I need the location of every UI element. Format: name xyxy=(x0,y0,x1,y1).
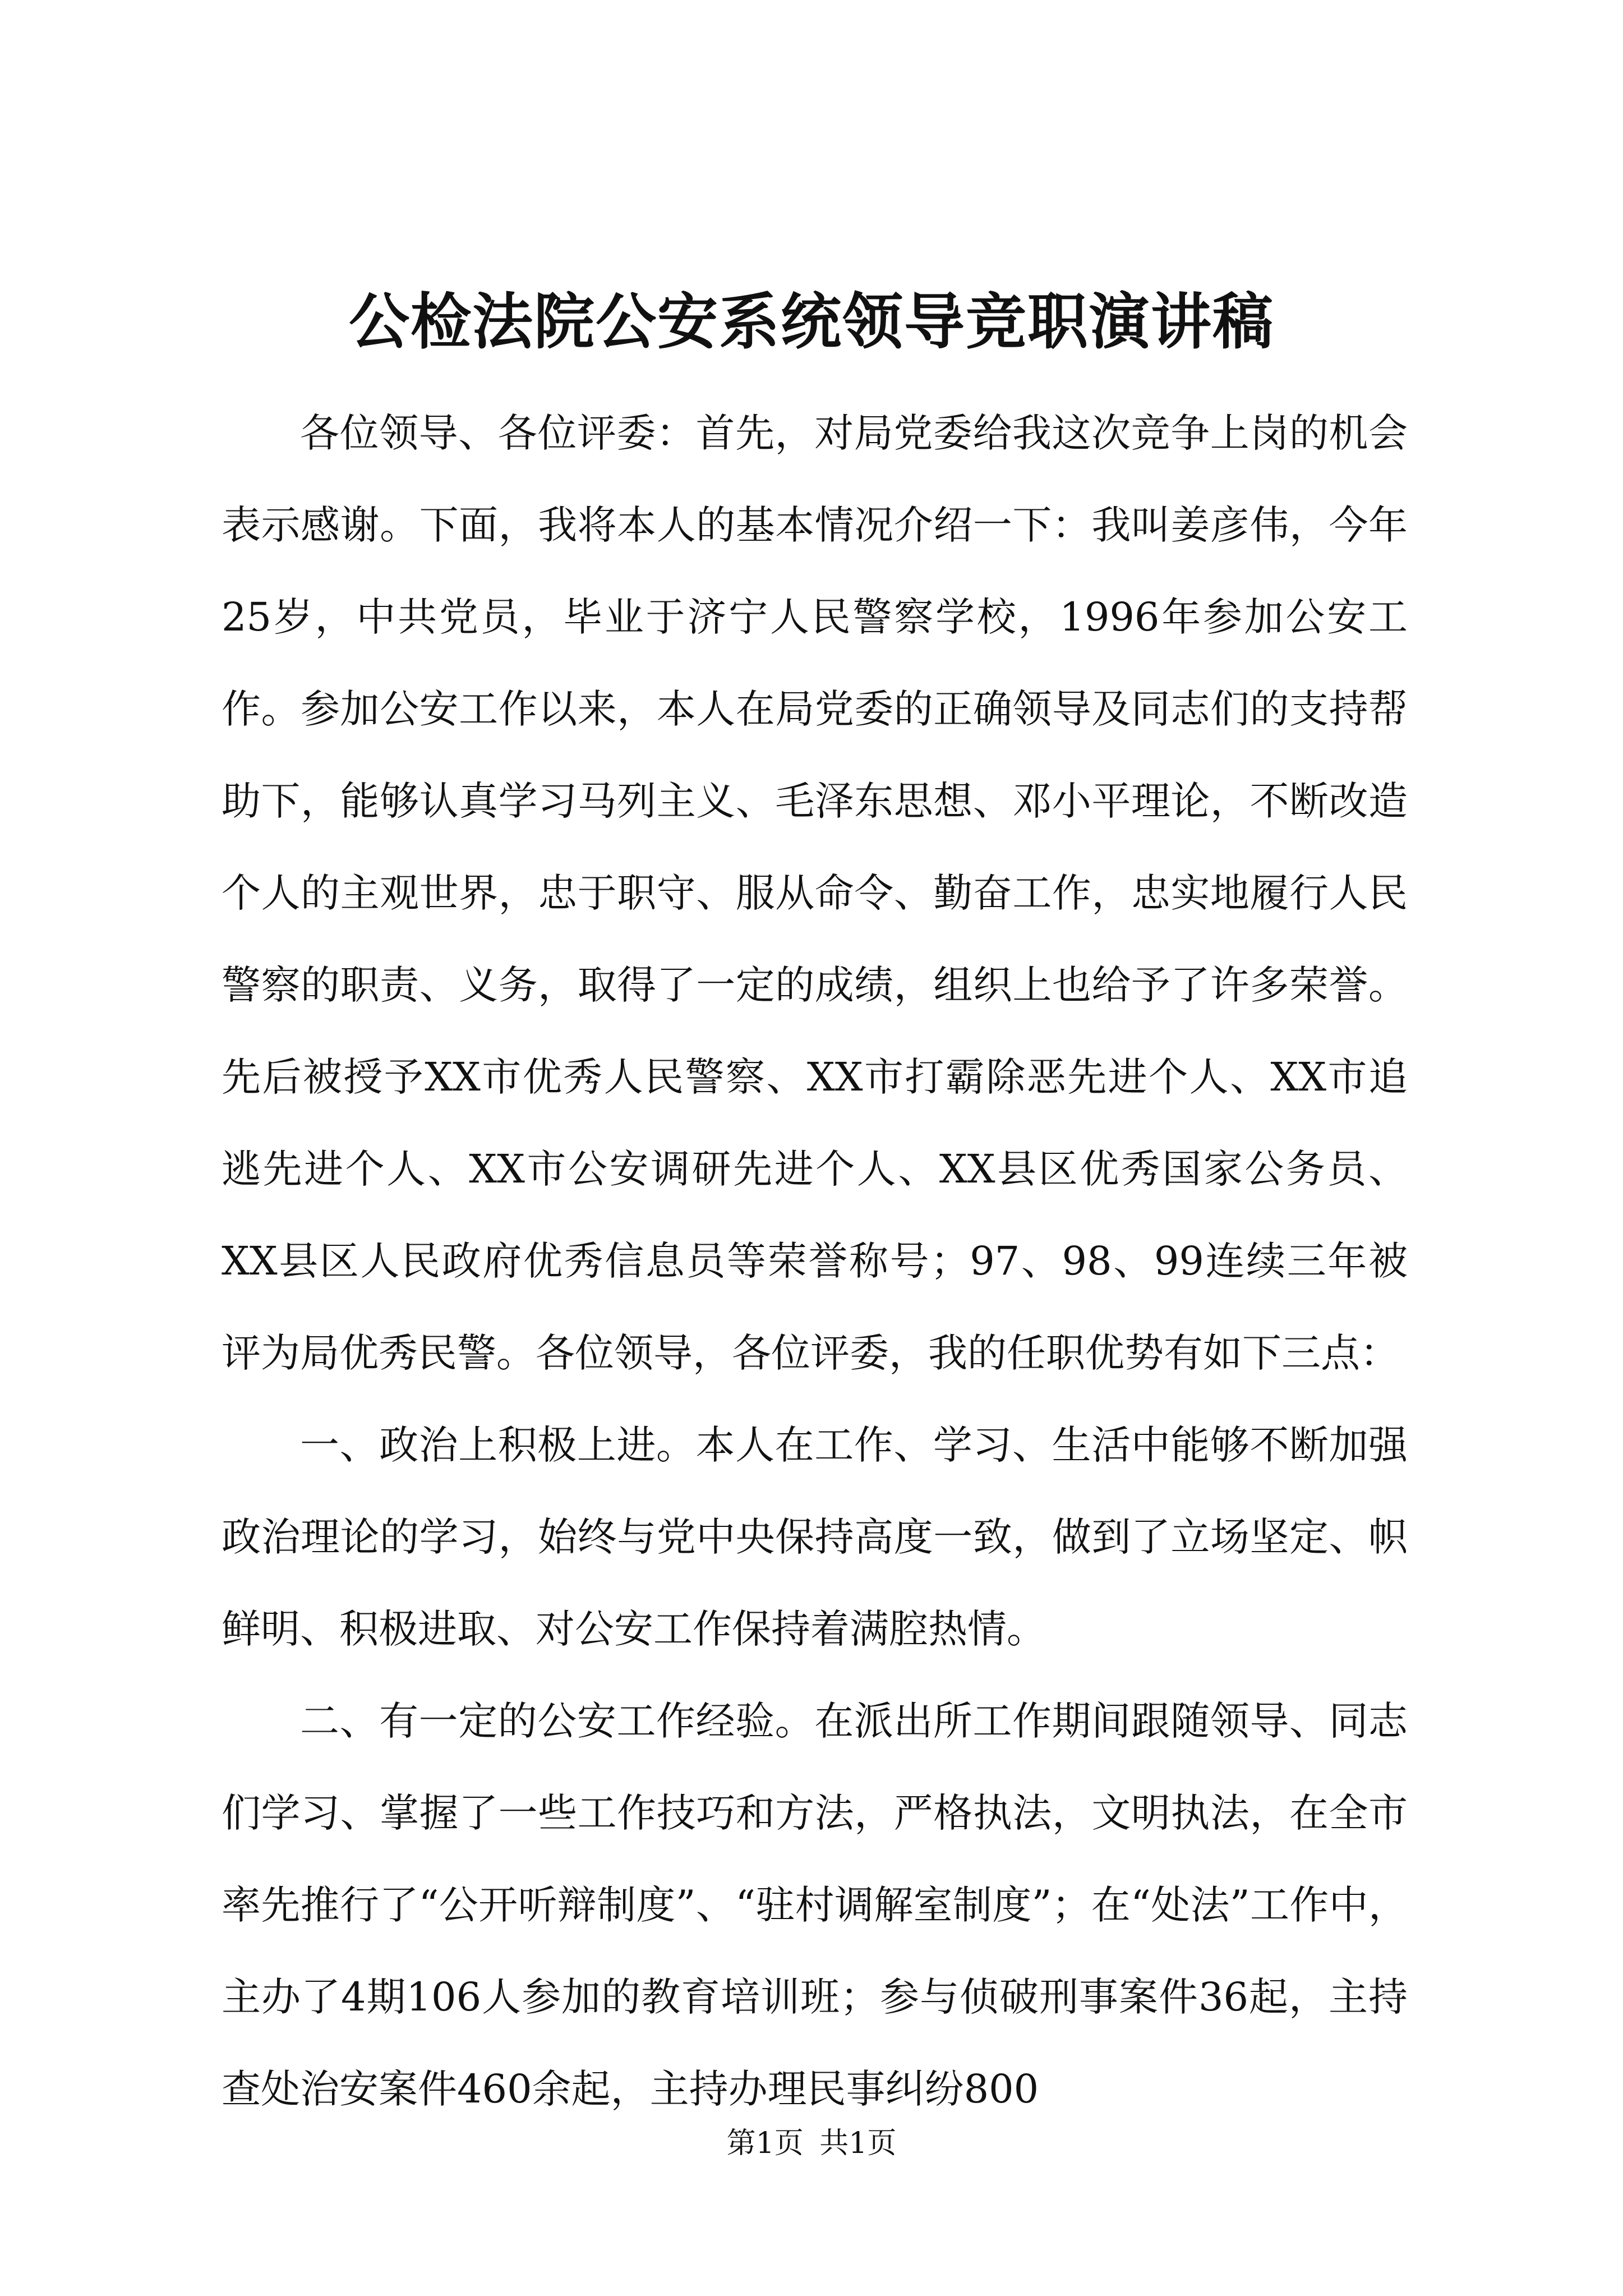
document-body xyxy=(222,387,1408,2135)
paragraph-point-two: 二、有一定的公安工作经验。在派出所工作期间跟随领导、同志们学习、掌握了一些工作技巧和方法，严格执法，文明执法，在全市率先推行了“公开听辩制度”、“驻村调解室制度”；在“处法”工作中，主办了4期106人参加的教育培训班；参与侦破刑事案件36起，主持查处治安案件460余起，主持办理民事纠纷800 xyxy=(222,1698,1408,2112)
page-total: 共1页 xyxy=(819,2127,897,2160)
paragraph-point-one: 一、政治上积极上进。本人在工作、学习、生活中能够不断加强政治理论的学习，始终与党中央保持高度一致，做到了立场坚定、帜鲜明、积极进取、对公安工作保持着满腔热情。 xyxy=(222,1422,1408,1652)
page-footer xyxy=(0,2126,1623,2161)
document-title: 公检法院公安系统领导竞职演讲稿 xyxy=(348,287,1274,357)
paragraph-intro: 各位领导、各位评委：首先，对局党委给我这次竞争上岗的机会表示感谢。下面，我将本人的基本情况介绍一下：我叫姜彦伟，今年25岁，中共党员，毕业于济宁人民警察学校，1996年参加公安工作。参加公安工作以来，本人在局党委的正确领导及同志们的支持帮助下，能够认真学习马列主义、毛泽东思想、邓小平理论，不断改造个人的主观世界，忠于职守、服从命令、勤奋工作，忠实地履行人民警察的职责、义务，取得了一定的成绩，组织上也给予了许多荣誉。先后被授予XX市优秀人民警察、XX市打霸除恶先进个人、XX市追逃先进个人、XX市公安调研先进个人、XX县区优秀国家公务员、XX县区人民政府优秀信息员等荣誉称号；97、98、99连续三年被评为局优秀民警。各位领导，各位评委，我的任职优势有如下三点： xyxy=(222,410,1408,1376)
page-number: 第1页 xyxy=(726,2127,804,2160)
